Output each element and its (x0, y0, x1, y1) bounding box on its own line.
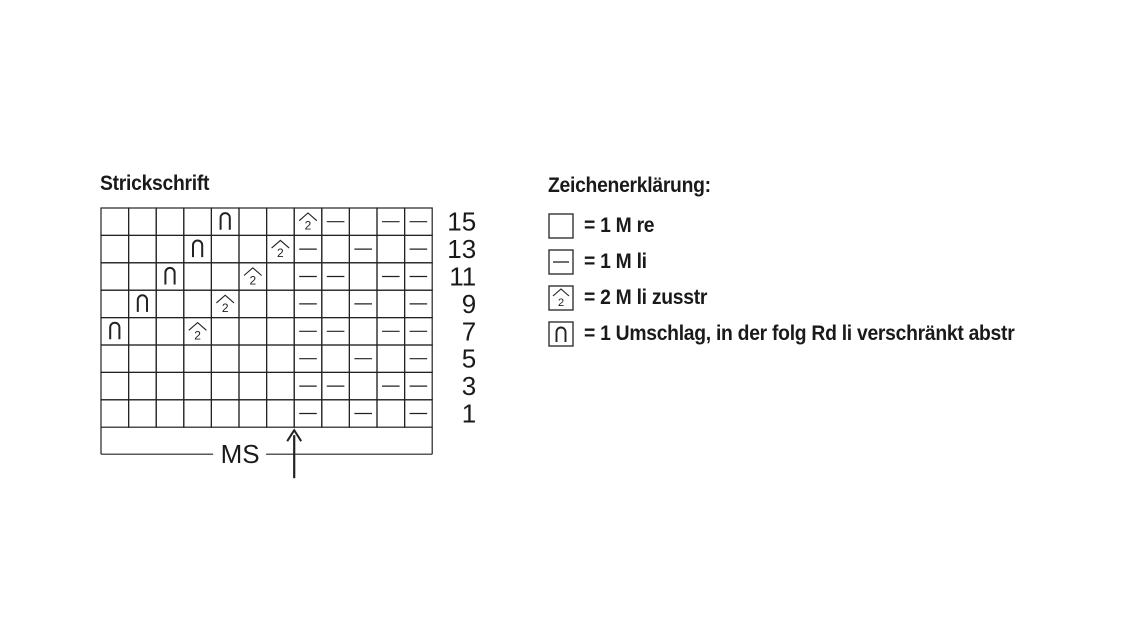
chart-cell (211, 345, 239, 372)
chart-cell (184, 400, 212, 427)
chart-cell (349, 208, 377, 235)
chart-cell (349, 263, 377, 290)
chart-cell (211, 235, 239, 262)
chart-cell (184, 208, 212, 235)
legend-title: Zeichenerklärung: (548, 174, 711, 197)
yarn-over-mark (221, 213, 230, 230)
chart-cell (239, 290, 267, 317)
decrease-number: 2 (277, 246, 284, 261)
chart-cell (101, 345, 129, 372)
chart-cell (267, 400, 295, 427)
chart-cell (239, 345, 267, 372)
chart-cell (267, 290, 295, 317)
legend-item-decrease (548, 280, 1052, 316)
chart-cell (349, 318, 377, 345)
chart-cell (101, 235, 129, 262)
chart-cell (101, 208, 129, 235)
row-label: 5 (461, 343, 477, 374)
chart-cell (129, 318, 157, 345)
chart-cell (156, 290, 184, 317)
chart-cell (267, 345, 295, 372)
legend-text-purl: = 1 M li (584, 250, 647, 273)
row-label: 11 (449, 261, 477, 292)
chart-cell (156, 318, 184, 345)
row-label: 9 (461, 288, 477, 319)
chart-cell (101, 400, 129, 427)
chart-cell (184, 290, 212, 317)
decrease-number: 2 (221, 300, 229, 315)
decrease-number: 2 (304, 218, 312, 233)
chart-cell (267, 208, 295, 235)
chart-cell (239, 235, 267, 262)
chart-cell (349, 372, 377, 399)
legend-item-yarn-over (548, 316, 1052, 352)
chart-cell (322, 345, 350, 372)
repeat-label: MS (220, 439, 260, 470)
chart-cell (101, 290, 129, 317)
legend-text-knit: = 1 M re (584, 214, 655, 237)
decrease-number: 2 (194, 328, 201, 343)
chart-cell (129, 208, 157, 235)
chart-cell (239, 208, 267, 235)
yarn-over-mark (110, 323, 119, 340)
legend-item-purl (548, 244, 1052, 280)
chart-cell (267, 372, 295, 399)
chart-cell (322, 235, 350, 262)
chart-cell (322, 290, 350, 317)
chart-cell (377, 290, 405, 317)
chart-cell (156, 345, 184, 372)
legend-item-knit (548, 208, 1052, 244)
chart-cell (211, 318, 239, 345)
chart-cell (184, 372, 212, 399)
yarn-over-mark (193, 241, 202, 258)
chart-cell (211, 263, 239, 290)
chart-cell (184, 345, 212, 372)
chart-title: Strickschrift (100, 172, 210, 195)
row-label: 1 (461, 398, 477, 429)
chart-cell (322, 400, 350, 427)
yarn-over-mark (165, 268, 174, 285)
chart-cell (377, 400, 405, 427)
chart-cell (239, 318, 267, 345)
chart-cell (101, 263, 129, 290)
chart-cell (211, 372, 239, 399)
chart-cell (129, 345, 157, 372)
knit-symbol-icon (548, 213, 574, 239)
chart-cell (239, 400, 267, 427)
chart-cell (129, 400, 157, 427)
chart-cell (156, 400, 184, 427)
chart-cell (184, 263, 212, 290)
chart-cell (267, 263, 295, 290)
chart-cell (129, 235, 157, 262)
yarn-over-mark (138, 295, 147, 312)
decrease-symbol-icon (548, 285, 574, 311)
decrease-number: 2 (557, 297, 565, 309)
chart-cell (239, 372, 267, 399)
chart-cell (377, 235, 405, 262)
chart-cell (129, 263, 157, 290)
chart-cell (156, 235, 184, 262)
yarn-over-symbol-icon (548, 321, 574, 347)
purl-symbol-icon (548, 249, 574, 275)
chart-cell (211, 400, 239, 427)
legend-text-yarn-over: = 1 Umschlag, in der folg Rd li verschränkt abstr (584, 322, 1015, 345)
chart-cell (267, 318, 295, 345)
row-label: 15 (447, 206, 477, 237)
chart-cell (156, 372, 184, 399)
row-label: 3 (461, 371, 477, 402)
legend-text-decrease: = 2 M li zusstr (584, 286, 708, 309)
chart-cell (101, 372, 129, 399)
chart-cell (156, 208, 184, 235)
decrease-number: 2 (249, 273, 257, 288)
chart-cell (129, 372, 157, 399)
chart-cell (377, 345, 405, 372)
row-label: 7 (461, 316, 477, 347)
legend (548, 208, 1052, 352)
row-label: 13 (447, 234, 477, 265)
